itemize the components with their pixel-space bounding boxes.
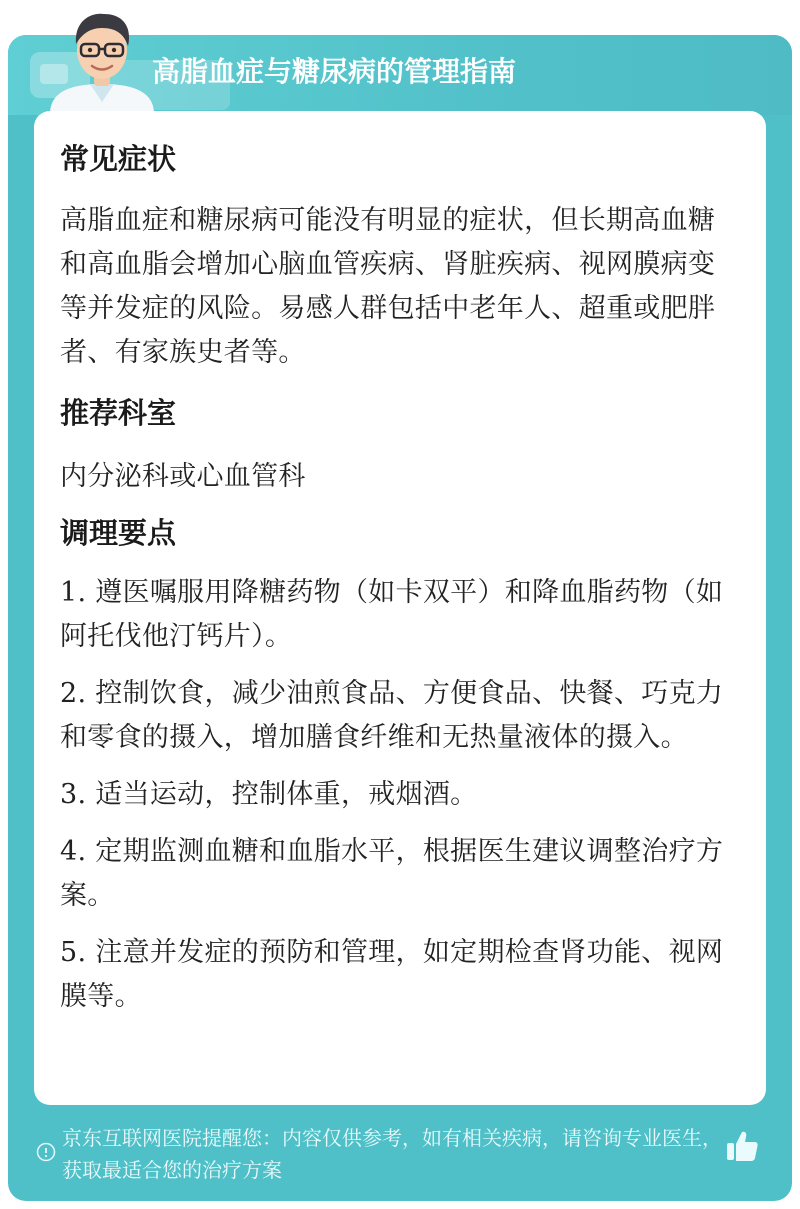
list-item-number: 1. — [60, 577, 87, 608]
list-item-number: 5. — [60, 937, 87, 968]
page-title: 高脂血症与糖尿病的管理指南 — [152, 55, 517, 88]
doctor-avatar — [44, 6, 160, 114]
thumbs-up-icon[interactable] — [724, 1128, 760, 1164]
list-item — [60, 931, 740, 1019]
list-item-number: 4. — [60, 836, 87, 867]
list-item — [60, 571, 740, 659]
list-item-text: 定期监测血糖和血脂水平，根据医生建议调整治疗方案。 — [60, 836, 724, 911]
section-heading-symptoms: 常见症状 — [60, 142, 177, 176]
list-item-text: 适当运动，控制体重，戒烟酒。 — [95, 779, 478, 810]
section-heading-department: 推荐科室 — [60, 396, 177, 430]
section-body-department: 内分泌科或心血管科 — [60, 461, 306, 492]
footer-notice — [36, 1122, 796, 1186]
list-item — [60, 672, 740, 760]
list-item — [60, 773, 740, 817]
list-item-number: 3. — [60, 779, 87, 810]
footer-notice-text: 京东互联网医院提醒您：内容仅供参考，如有相关疾病，请咨询专业医生，获取最适合您的治疗方案 — [62, 1126, 722, 1182]
list-item-text: 注意并发症的预防和管理，如定期检查肾功能、视网膜等。 — [60, 937, 724, 1012]
section-body-symptoms: 高脂血症和糖尿病可能没有明显的症状，但长期高血糖和高血脂会增加心脑血管疾病、肾脏疾病、视网膜病变等并发症的风险。易感人群包括中老年人、超重或肥胖者、有家族史者等。 — [60, 205, 716, 368]
list-item — [60, 830, 740, 918]
content-card — [34, 111, 766, 1105]
list-item-text: 遵医嘱服用降糖药物（如卡双平）和降血脂药物（如阿托伐他汀钙片）。 — [60, 577, 724, 652]
section-heading-care-points: 调理要点 — [60, 516, 177, 550]
care-points-list — [60, 571, 740, 1019]
info-circle-icon — [36, 1142, 56, 1162]
list-item-number: 2. — [60, 678, 87, 709]
list-item-text: 控制饮食，减少油煎食品、方便食品、快餐、巧克力和零食的摄入，增加膳食纤维和无热量液体的摄入。 — [60, 678, 724, 753]
